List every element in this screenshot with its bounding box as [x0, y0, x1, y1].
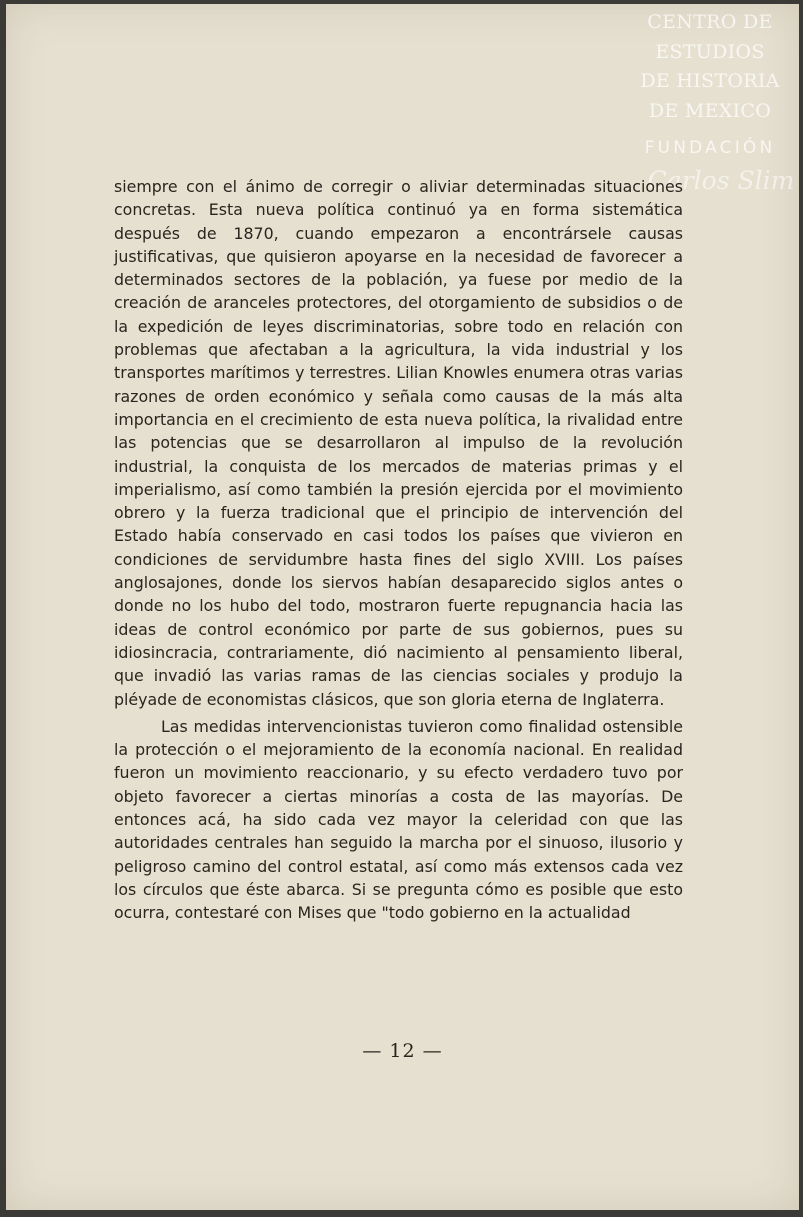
- watermark-line: ESTUDIOS: [655, 40, 765, 63]
- body-text: [114, 175, 683, 929]
- book-page: [6, 4, 799, 1210]
- watermark-signature: Carlos Slim: [647, 166, 795, 195]
- watermark-foundation: FUNDACIÓN: [644, 138, 776, 158]
- archive-watermark: [625, 8, 795, 196]
- watermark-line: CENTRO DE: [647, 11, 773, 33]
- watermark-line: DE HISTORIA: [640, 70, 780, 92]
- paragraph-2: Las medidas intervencionistas tuvieron como finalidad ostensible la protección o el mejoramiento de la economía nacional. En realidad fueron un movimiento reaccionario, y su efecto verdadero tuvo por objeto favorecer a ciertas minorías a costa de las mayorías. De entonces acá, ha sido cada vez mayor la celeridad con que las autoridades centrales han seguido la marcha por el sinuoso, ilusorio y peligroso camino del control estatal, así como más extensos cada vez los círculos que éste abarca. Si se pregunta cómo es posible que esto ocurra, contestaré con Mises que "todo gobierno en la actualidad: [114, 716, 683, 923]
- watermark-line: DE MEXICO: [648, 99, 772, 122]
- page-number: — 12 —: [362, 1040, 443, 1062]
- paragraph-1: siempre con el ánimo de corregir o aliviar determinadas situaciones concretas. Esta nueva política continuó ya en forma sistemática después de 1870, cuando empezaron a encontrársele causas justificativas, que quisieron apoyarse en la necesidad de favorecer a determinados sectores de la población, ya fuese por medio de la creación de aranceles protectores, del otorgamiento de subsidios o de la expedición de leyes discriminatorias, sobre todo en relación con problemas que afectaban a la agricultura, la vida industrial y los transportes marítimos y terrestres. Lilian Knowles enumera otras varias razones de orden económico y señala como causas de la más alta importancia en el crecimiento de esta nueva política, la rivalidad entre las potencias que se desarrollaron al impulso de la revolución industrial, la conquista de los mercados de materias primas y el imperialismo, así como también la presión ejercida por el movimiento obrero y la fuerza tradicional que el principio de intervención del Estado había conservado en casi todos los países que vivieron en condiciones de servidumbre hasta fines del siglo XVIII. Los países anglosajones, donde los siervos habían desaparecido siglos antes o donde no los hubo del todo, mostraron fuerte repugnancia hacia las ideas de control económico por parte de sus gobiernos, pues su idiosincracia, contrariamente, dió nacimiento al pensamiento liberal, que invadió las varias ramas de las ciencias sociales y produjo la pléyade de economistas clásicos, que son gloria eterna de Inglaterra.: [114, 177, 683, 709]
